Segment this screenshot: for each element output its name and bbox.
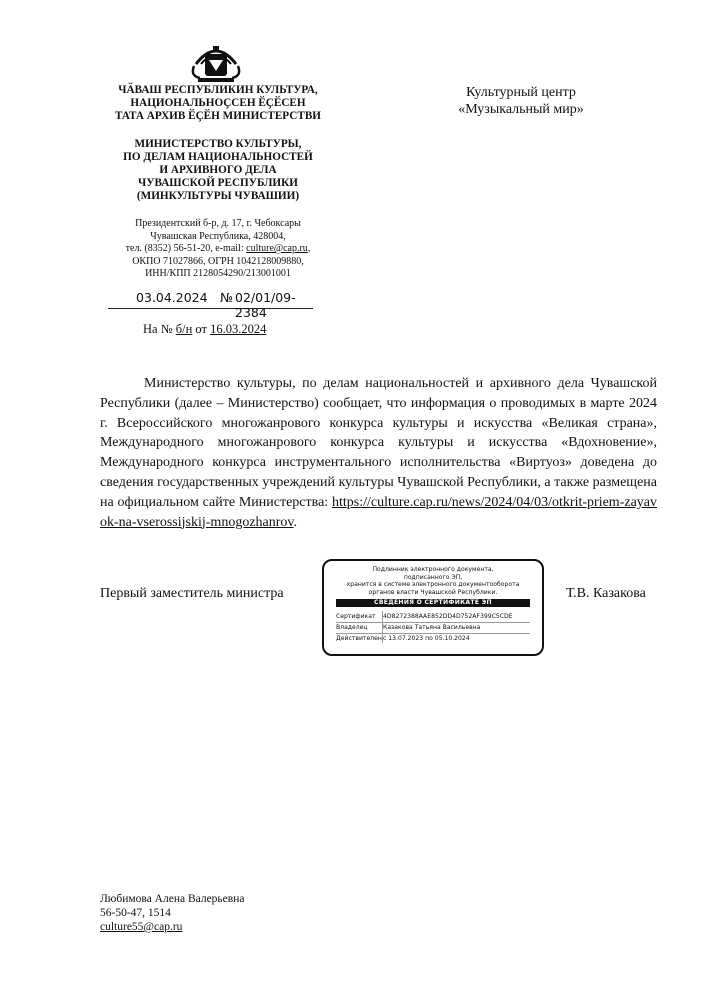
- validity-label: Действителен: [336, 635, 382, 642]
- stamp-certificate-row: [336, 613, 536, 621]
- executor-phone: 56-50-47, 1514: [100, 907, 171, 919]
- stamp-line: органов власти Чувашской Республики.: [368, 588, 498, 596]
- header-line: ТАТА АРХИВ ӖҪӖН МИНИСТЕРСТВИ: [115, 110, 321, 122]
- phone-text: тел. (8352) 56-51-20, e-mail:: [125, 243, 247, 254]
- stamp-line: Подлинник электронного документа,: [372, 566, 494, 573]
- stamp-line: хранится в системе электронного документооборота: [346, 581, 520, 589]
- news-link[interactable]: https://culture.cap.ru/news/2024/04/03/otkrit-priem-zayavok-na-vserossijskij-mnogozhanrov: [100, 494, 657, 530]
- stamp-divider: [336, 633, 530, 634]
- signatory-title: Первый заместитель министра: [100, 586, 284, 601]
- reference-mid: от: [192, 322, 211, 336]
- stamp-certificate-bar: СВЕДЕНИЯ О СЕРТИФИКАТЕ ЭП: [336, 599, 530, 607]
- owner-value: Казакова Татьяна Васильевна: [383, 624, 481, 631]
- ministry-name-chuvash: [100, 84, 336, 123]
- body-paragraph: [100, 374, 657, 532]
- reference-prefix: На №: [143, 322, 176, 336]
- header-line: МИНИСТЕРСТВО КУЛЬТУРЫ,: [134, 138, 302, 150]
- reference-number: б/н: [175, 322, 193, 336]
- header-line: (МИНКУЛЬТУРЫ ЧУВАШИИ): [136, 190, 300, 202]
- signatory-name: Т.В. Казакова: [566, 586, 646, 601]
- header-line: НАЦИОНАЛЬНОҪСЕН ӖҪӖСЕН: [130, 97, 306, 109]
- stamp-owner-row: [336, 624, 536, 632]
- inn-line: ИНН/КПП 2128054290/213001001: [145, 268, 291, 279]
- owner-label: Владелец: [336, 624, 368, 631]
- certificate-label: Сертификат: [336, 613, 376, 620]
- chuvash-emblem-icon: [186, 40, 246, 84]
- addressee: [433, 84, 609, 118]
- electronic-signature-stamp: [322, 559, 544, 656]
- punctuation: ,: [307, 243, 311, 254]
- address-line: Президентский б-р, д. 17, г. Чебоксары: [135, 218, 301, 229]
- stamp-divider: [336, 622, 530, 623]
- ministry-contacts: [100, 218, 336, 281]
- addressee-line: Культурный центр: [466, 85, 576, 100]
- letter-body: [100, 374, 657, 532]
- header-line: ЧӐВАШ РЕСПУБЛИКИН КУЛЬТУРА,: [118, 84, 318, 96]
- validity-value: с 13.07.2023 по 05.10.2024: [383, 635, 470, 642]
- addressee-line: «Музыкальный мир»: [458, 102, 584, 117]
- body-text: Министерство культуры, по делам национальностей и архивного дела Чувашской Республики (далее – Министерство) сообщает, что информация о проводимых в марте 2024 г. Всероссийского многожанрового конкурса культуры и искусства «Великая страна», Международного многожанрового конкурса культуры и искусства «Вдохновение», Международного конкурса инструментального исполнительства «Виртуоз» доведена до сведения государственных учреждений культуры Чувашской Республики, а также размещена на официальном сайте Министерства:: [100, 376, 657, 510]
- executor-name: Любимова Алена Валерьевна: [100, 893, 245, 905]
- registration-number: 02/01/09-2384: [235, 290, 296, 320]
- reference-date: 16.03.2024: [210, 322, 267, 336]
- ministry-email-link[interactable]: culture@cap.ru: [246, 243, 308, 254]
- executor-info: [100, 892, 244, 934]
- registration-date: 03.04.2024: [136, 290, 208, 305]
- okpo-line: ОКПО 71027866, ОГРН 1042128009880,: [132, 255, 304, 267]
- registration-line: [108, 290, 313, 320]
- ministry-name-russian: [100, 138, 336, 203]
- stamp-line: подписанного ЭП,: [403, 573, 463, 581]
- header-line: ПО ДЕЛАМ НАЦИОНАЛЬНОСТЕЙ: [123, 151, 313, 163]
- number-sign: №: [220, 290, 234, 305]
- phone-email-line: [100, 243, 336, 256]
- executor-email-link[interactable]: culture55@cap.ru: [100, 921, 183, 933]
- address-line: Чувашская Республика, 428004,: [150, 230, 286, 242]
- stamp-validity-row: [336, 635, 536, 643]
- stamp-header: [324, 566, 542, 596]
- certificate-value: 4D8272388AAE852DD4D752AF399C5CDE: [383, 613, 513, 620]
- body-end: .: [293, 514, 297, 530]
- reference-line: [143, 322, 266, 337]
- header-line: ЧУВАШСКОЙ РЕСПУБЛИКИ: [138, 177, 298, 189]
- header-line: И АРХИВНОГО ДЕЛА: [159, 164, 277, 176]
